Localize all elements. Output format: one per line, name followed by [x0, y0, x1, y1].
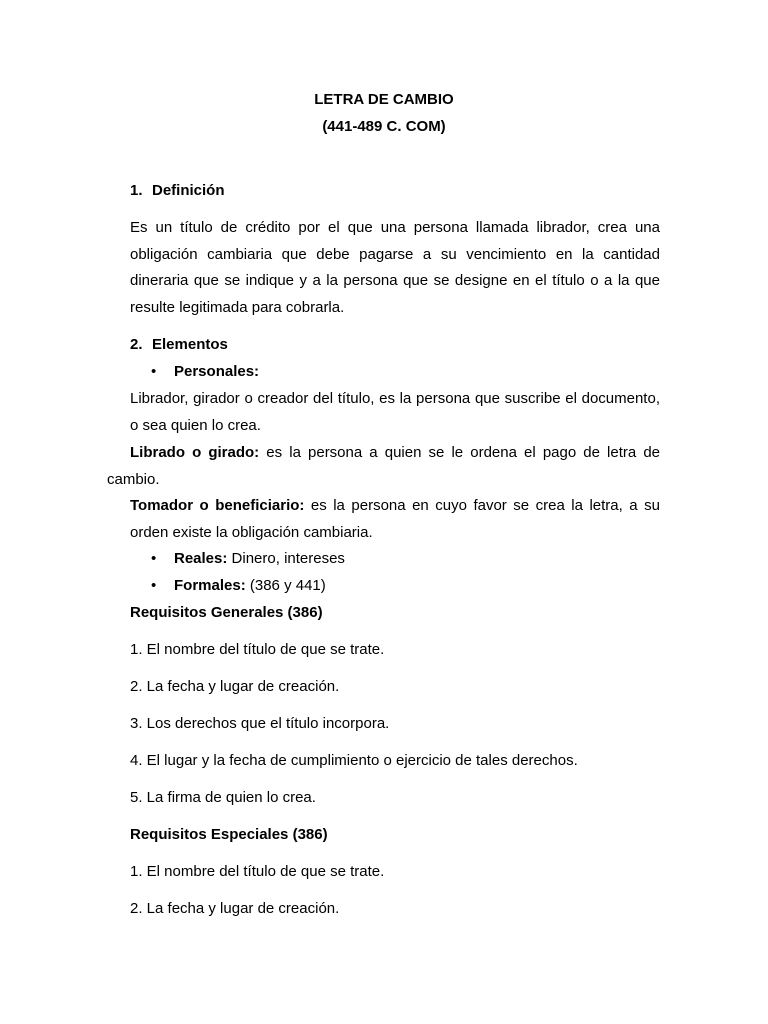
list-item: 2. La fecha y lugar de creación.: [130, 900, 340, 917]
section-heading-definicion: [130, 182, 660, 199]
tomador-line: [130, 497, 660, 514]
tomador-label: Tomador o beneficiario:: [130, 497, 305, 514]
list-item: 1. El nombre del título de que se trate.: [130, 641, 385, 658]
bullet-label: Reales:: [174, 550, 228, 567]
section-number: 1.: [130, 182, 143, 199]
section-heading-text: Definición: [152, 182, 225, 199]
bullet-personales: [151, 363, 660, 380]
requisitos-especiales-heading: Requisitos Especiales (386): [130, 826, 328, 843]
librado-text: es la persona a quien se le ordena el pago de letra de: [266, 444, 661, 461]
definition-line: Es un título de crédito por el que una persona llamada librador, crea una: [130, 219, 660, 236]
tomador-line-continuation: orden existe la obligación cambiaria.: [130, 524, 373, 541]
section-heading-elementos: [130, 336, 660, 353]
tomador-text: es la persona en cuyo favor se crea la letra, a su: [310, 497, 660, 514]
document-title: LETRA DE CAMBIO: [314, 91, 454, 108]
list-item: 5. La firma de quien lo crea.: [130, 789, 316, 806]
list-item: 3. Los derechos que el título incorpora.: [130, 715, 390, 732]
bullet-icon: •: [151, 577, 157, 594]
bullet-text: (386 y 441): [249, 577, 326, 594]
definition-line: resulte legitimada para cobrarla.: [130, 299, 345, 316]
librado-label: Librado o girado:: [130, 444, 260, 461]
list-item: 2. La fecha y lugar de creación.: [130, 678, 340, 695]
bullet-formales: [151, 577, 660, 594]
definition-line: obligación cambiaria que debe pagarse a su vencimiento en la cantidad: [130, 246, 660, 263]
requisitos-generales-heading: Requisitos Generales (386): [130, 604, 323, 621]
definition-line: dineraria que se indique y a la persona que se designe en el título o a la que: [130, 272, 660, 289]
bullet-reales: [151, 550, 660, 567]
section-heading-text: Elementos: [152, 336, 228, 353]
bullet-icon: •: [151, 550, 157, 567]
bullet-label: Personales:: [174, 363, 260, 380]
bullet-label: Formales:: [174, 577, 246, 594]
list-item: 1. El nombre del título de que se trate.: [130, 863, 385, 880]
document-subtitle: (441-489 C. COM): [322, 118, 446, 135]
list-item: 4. El lugar y la fecha de cumplimiento o ejercicio de tales derechos.: [130, 752, 578, 769]
librado-line: [130, 444, 660, 461]
section-number: 2.: [130, 336, 143, 353]
bullet-icon: •: [151, 363, 157, 380]
librador-line: Librador, girador o creador del título, es la persona que suscribe el documento,: [130, 390, 660, 407]
bullet-text: Dinero, intereses: [231, 550, 345, 567]
librado-line-continuation: cambio.: [107, 471, 160, 488]
librador-line: o sea quien lo crea.: [130, 417, 261, 434]
